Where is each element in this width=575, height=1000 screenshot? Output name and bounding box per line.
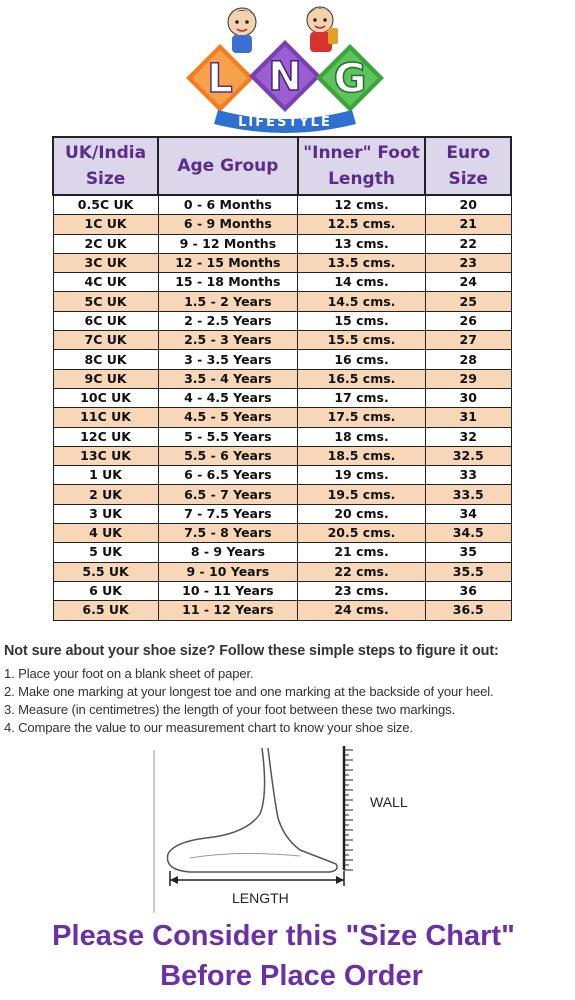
- wall-label: WALL: [370, 794, 408, 810]
- cell-age-group: 5 - 5.5 Years: [158, 427, 297, 446]
- instructions-heading: Not sure about your shoe size? Follow these simple steps to figure it out:: [4, 643, 499, 659]
- cell-euro-size: 30: [425, 388, 511, 407]
- cell-inner-foot-length: 18.5 cms.: [298, 446, 426, 465]
- cell-inner-foot-length: 12.5 cms.: [298, 215, 426, 234]
- cell-age-group: 10 - 11 Years: [158, 581, 297, 600]
- cell-inner-foot-length: 14.5 cms.: [298, 292, 426, 311]
- instruction-step: 1. Place your foot on a blank sheet of paper.: [4, 666, 254, 681]
- cell-age-group: 6 - 6.5 Years: [158, 466, 297, 485]
- cell-inner-foot-length: 18 cms.: [298, 427, 426, 446]
- cell-age-group: 9 - 10 Years: [158, 562, 297, 581]
- cell-euro-size: 26: [425, 311, 511, 330]
- table-row: [53, 292, 511, 311]
- table-row: [53, 215, 511, 234]
- cell-uk-india-size: 3C UK: [53, 253, 158, 272]
- cell-uk-india-size: 5.5 UK: [53, 562, 158, 581]
- instructions-steps-list: [4, 665, 574, 737]
- table-row: [53, 466, 511, 485]
- instruction-step: 3. Measure (in centimetres) the length of your foot between these two markings.: [4, 702, 456, 717]
- svg-text:G: G: [333, 56, 367, 102]
- cell-age-group: 0 - 6 Months: [158, 195, 297, 215]
- cell-euro-size: 32.5: [425, 446, 511, 465]
- cell-inner-foot-length: 13 cms.: [298, 234, 426, 253]
- cell-inner-foot-length: 15 cms.: [298, 311, 426, 330]
- cell-uk-india-size: 9C UK: [53, 369, 158, 388]
- table-row: [53, 369, 511, 388]
- cell-age-group: 15 - 18 Months: [158, 273, 297, 292]
- footer-notice-line-2: Before Place Order: [160, 960, 423, 992]
- cell-euro-size: 33: [425, 466, 511, 485]
- header-euro-size: Euro Size: [425, 137, 511, 195]
- brand-logo: [180, 2, 390, 134]
- table-row: [53, 427, 511, 446]
- cell-inner-foot-length: 24 cms.: [298, 601, 426, 620]
- cell-inner-foot-length: 14 cms.: [298, 273, 426, 292]
- table-body: [53, 195, 511, 620]
- cell-euro-size: 22: [425, 234, 511, 253]
- cell-uk-india-size: 6C UK: [53, 311, 158, 330]
- cell-inner-foot-length: 19.5 cms.: [298, 485, 426, 504]
- cell-euro-size: 36.5: [425, 601, 511, 620]
- cell-euro-size: 23: [425, 253, 511, 272]
- cell-uk-india-size: 4C UK: [53, 273, 158, 292]
- cell-inner-foot-length: 23 cms.: [298, 581, 426, 600]
- header-uk-india-size: UK/India Size: [53, 137, 158, 195]
- cell-age-group: 11 - 12 Years: [158, 601, 297, 620]
- cell-uk-india-size: 10C UK: [53, 388, 158, 407]
- cell-age-group: 2.5 - 3 Years: [158, 331, 297, 350]
- cell-age-group: 2 - 2.5 Years: [158, 311, 297, 330]
- cell-age-group: 9 - 12 Months: [158, 234, 297, 253]
- cell-age-group: 4 - 4.5 Years: [158, 388, 297, 407]
- cell-euro-size: 35: [425, 543, 511, 562]
- cell-age-group: 8 - 9 Years: [158, 543, 297, 562]
- cell-euro-size: 35.5: [425, 562, 511, 581]
- table-row: [53, 581, 511, 600]
- wall-ruler: [344, 746, 353, 870]
- foot-measurement-diagram: [150, 738, 440, 913]
- cell-euro-size: 27: [425, 331, 511, 350]
- table-row: [53, 601, 511, 620]
- cell-euro-size: 31: [425, 408, 511, 427]
- cell-uk-india-size: 5C UK: [53, 292, 158, 311]
- cell-inner-foot-length: 13.5 cms.: [298, 253, 426, 272]
- cell-uk-india-size: 0.5C UK: [53, 195, 158, 215]
- cell-euro-size: 20: [425, 195, 511, 215]
- table-row: [53, 195, 511, 215]
- cell-inner-foot-length: 17 cms.: [298, 388, 426, 407]
- cell-uk-india-size: 13C UK: [53, 446, 158, 465]
- cell-euro-size: 21: [425, 215, 511, 234]
- cell-uk-india-size: 6.5 UK: [53, 601, 158, 620]
- cell-uk-india-size: 6 UK: [53, 581, 158, 600]
- shoe-size-chart-table: [52, 136, 512, 621]
- table-row: [53, 504, 511, 523]
- cell-euro-size: 28: [425, 350, 511, 369]
- length-label: LENGTH: [232, 890, 289, 906]
- cell-inner-foot-length: 22 cms.: [298, 562, 426, 581]
- cell-inner-foot-length: 16.5 cms.: [298, 369, 426, 388]
- table-row: [53, 446, 511, 465]
- cell-uk-india-size: 7C UK: [53, 331, 158, 350]
- table-row: [53, 562, 511, 581]
- instruction-step: 2. Make one marking at your longest toe and one marking at the backside of your heel.: [4, 684, 494, 699]
- table-row: [53, 273, 511, 292]
- footer-notice-line-1: Please Consider this "Size Chart": [52, 920, 515, 952]
- cell-euro-size: 33.5: [425, 485, 511, 504]
- cell-uk-india-size: 8C UK: [53, 350, 158, 369]
- cell-inner-foot-length: 12 cms.: [298, 195, 426, 215]
- header-age-group: Age Group: [158, 137, 297, 195]
- cell-age-group: 3.5 - 4 Years: [158, 369, 297, 388]
- table-row: [53, 485, 511, 504]
- kid-right-illustration: [306, 7, 338, 52]
- cell-uk-india-size: 5 UK: [53, 543, 158, 562]
- instruction-step: 4. Compare the value to our measurement chart to know your shoe size.: [4, 720, 413, 735]
- cell-age-group: 4.5 - 5 Years: [158, 408, 297, 427]
- table-header-row: [53, 137, 511, 195]
- table-row: [53, 350, 511, 369]
- cell-euro-size: 34.5: [425, 524, 511, 543]
- table-row: [53, 408, 511, 427]
- cell-inner-foot-length: 16 cms.: [298, 350, 426, 369]
- cell-age-group: 12 - 15 Months: [158, 253, 297, 272]
- cell-uk-india-size: 11C UK: [53, 408, 158, 427]
- table-row: [53, 311, 511, 330]
- cell-uk-india-size: 3 UK: [53, 504, 158, 523]
- cell-age-group: 5.5 - 6 Years: [158, 446, 297, 465]
- cell-age-group: 7.5 - 8 Years: [158, 524, 297, 543]
- table-row: [53, 388, 511, 407]
- cell-euro-size: 36: [425, 581, 511, 600]
- cell-euro-size: 24: [425, 273, 511, 292]
- cell-inner-foot-length: 17.5 cms.: [298, 408, 426, 427]
- header-inner-foot-length: "Inner" Foot Length: [298, 137, 426, 195]
- cell-uk-india-size: 12C UK: [53, 427, 158, 446]
- cell-uk-india-size: 1 UK: [53, 466, 158, 485]
- cell-age-group: 1.5 - 2 Years: [158, 292, 297, 311]
- cell-euro-size: 29: [425, 369, 511, 388]
- cell-euro-size: 25: [425, 292, 511, 311]
- cell-inner-foot-length: 20 cms.: [298, 504, 426, 523]
- cell-inner-foot-length: 21 cms.: [298, 543, 426, 562]
- table-row: [53, 524, 511, 543]
- cell-uk-india-size: 2C UK: [53, 234, 158, 253]
- cell-age-group: 3 - 3.5 Years: [158, 350, 297, 369]
- cell-uk-india-size: 4 UK: [53, 524, 158, 543]
- table-row: [53, 234, 511, 253]
- table-row: [53, 331, 511, 350]
- cell-inner-foot-length: 20.5 cms.: [298, 524, 426, 543]
- table-row: [53, 253, 511, 272]
- table-row: [53, 543, 511, 562]
- cell-uk-india-size: 1C UK: [53, 215, 158, 234]
- svg-text:N: N: [268, 54, 302, 100]
- cell-euro-size: 32: [425, 427, 511, 446]
- svg-text:L: L: [207, 56, 233, 102]
- cell-age-group: 7 - 7.5 Years: [158, 504, 297, 523]
- kid-left-illustration: [228, 8, 256, 53]
- logo-ribbon: [214, 110, 356, 133]
- svg-text:LIFESTYLE: LIFESTYLE: [238, 115, 332, 130]
- cell-inner-foot-length: 19 cms.: [298, 466, 426, 485]
- cell-age-group: 6 - 9 Months: [158, 215, 297, 234]
- cell-inner-foot-length: 15.5 cms.: [298, 331, 426, 350]
- cell-euro-size: 34: [425, 504, 511, 523]
- cell-age-group: 6.5 - 7 Years: [158, 485, 297, 504]
- cell-uk-india-size: 2 UK: [53, 485, 158, 504]
